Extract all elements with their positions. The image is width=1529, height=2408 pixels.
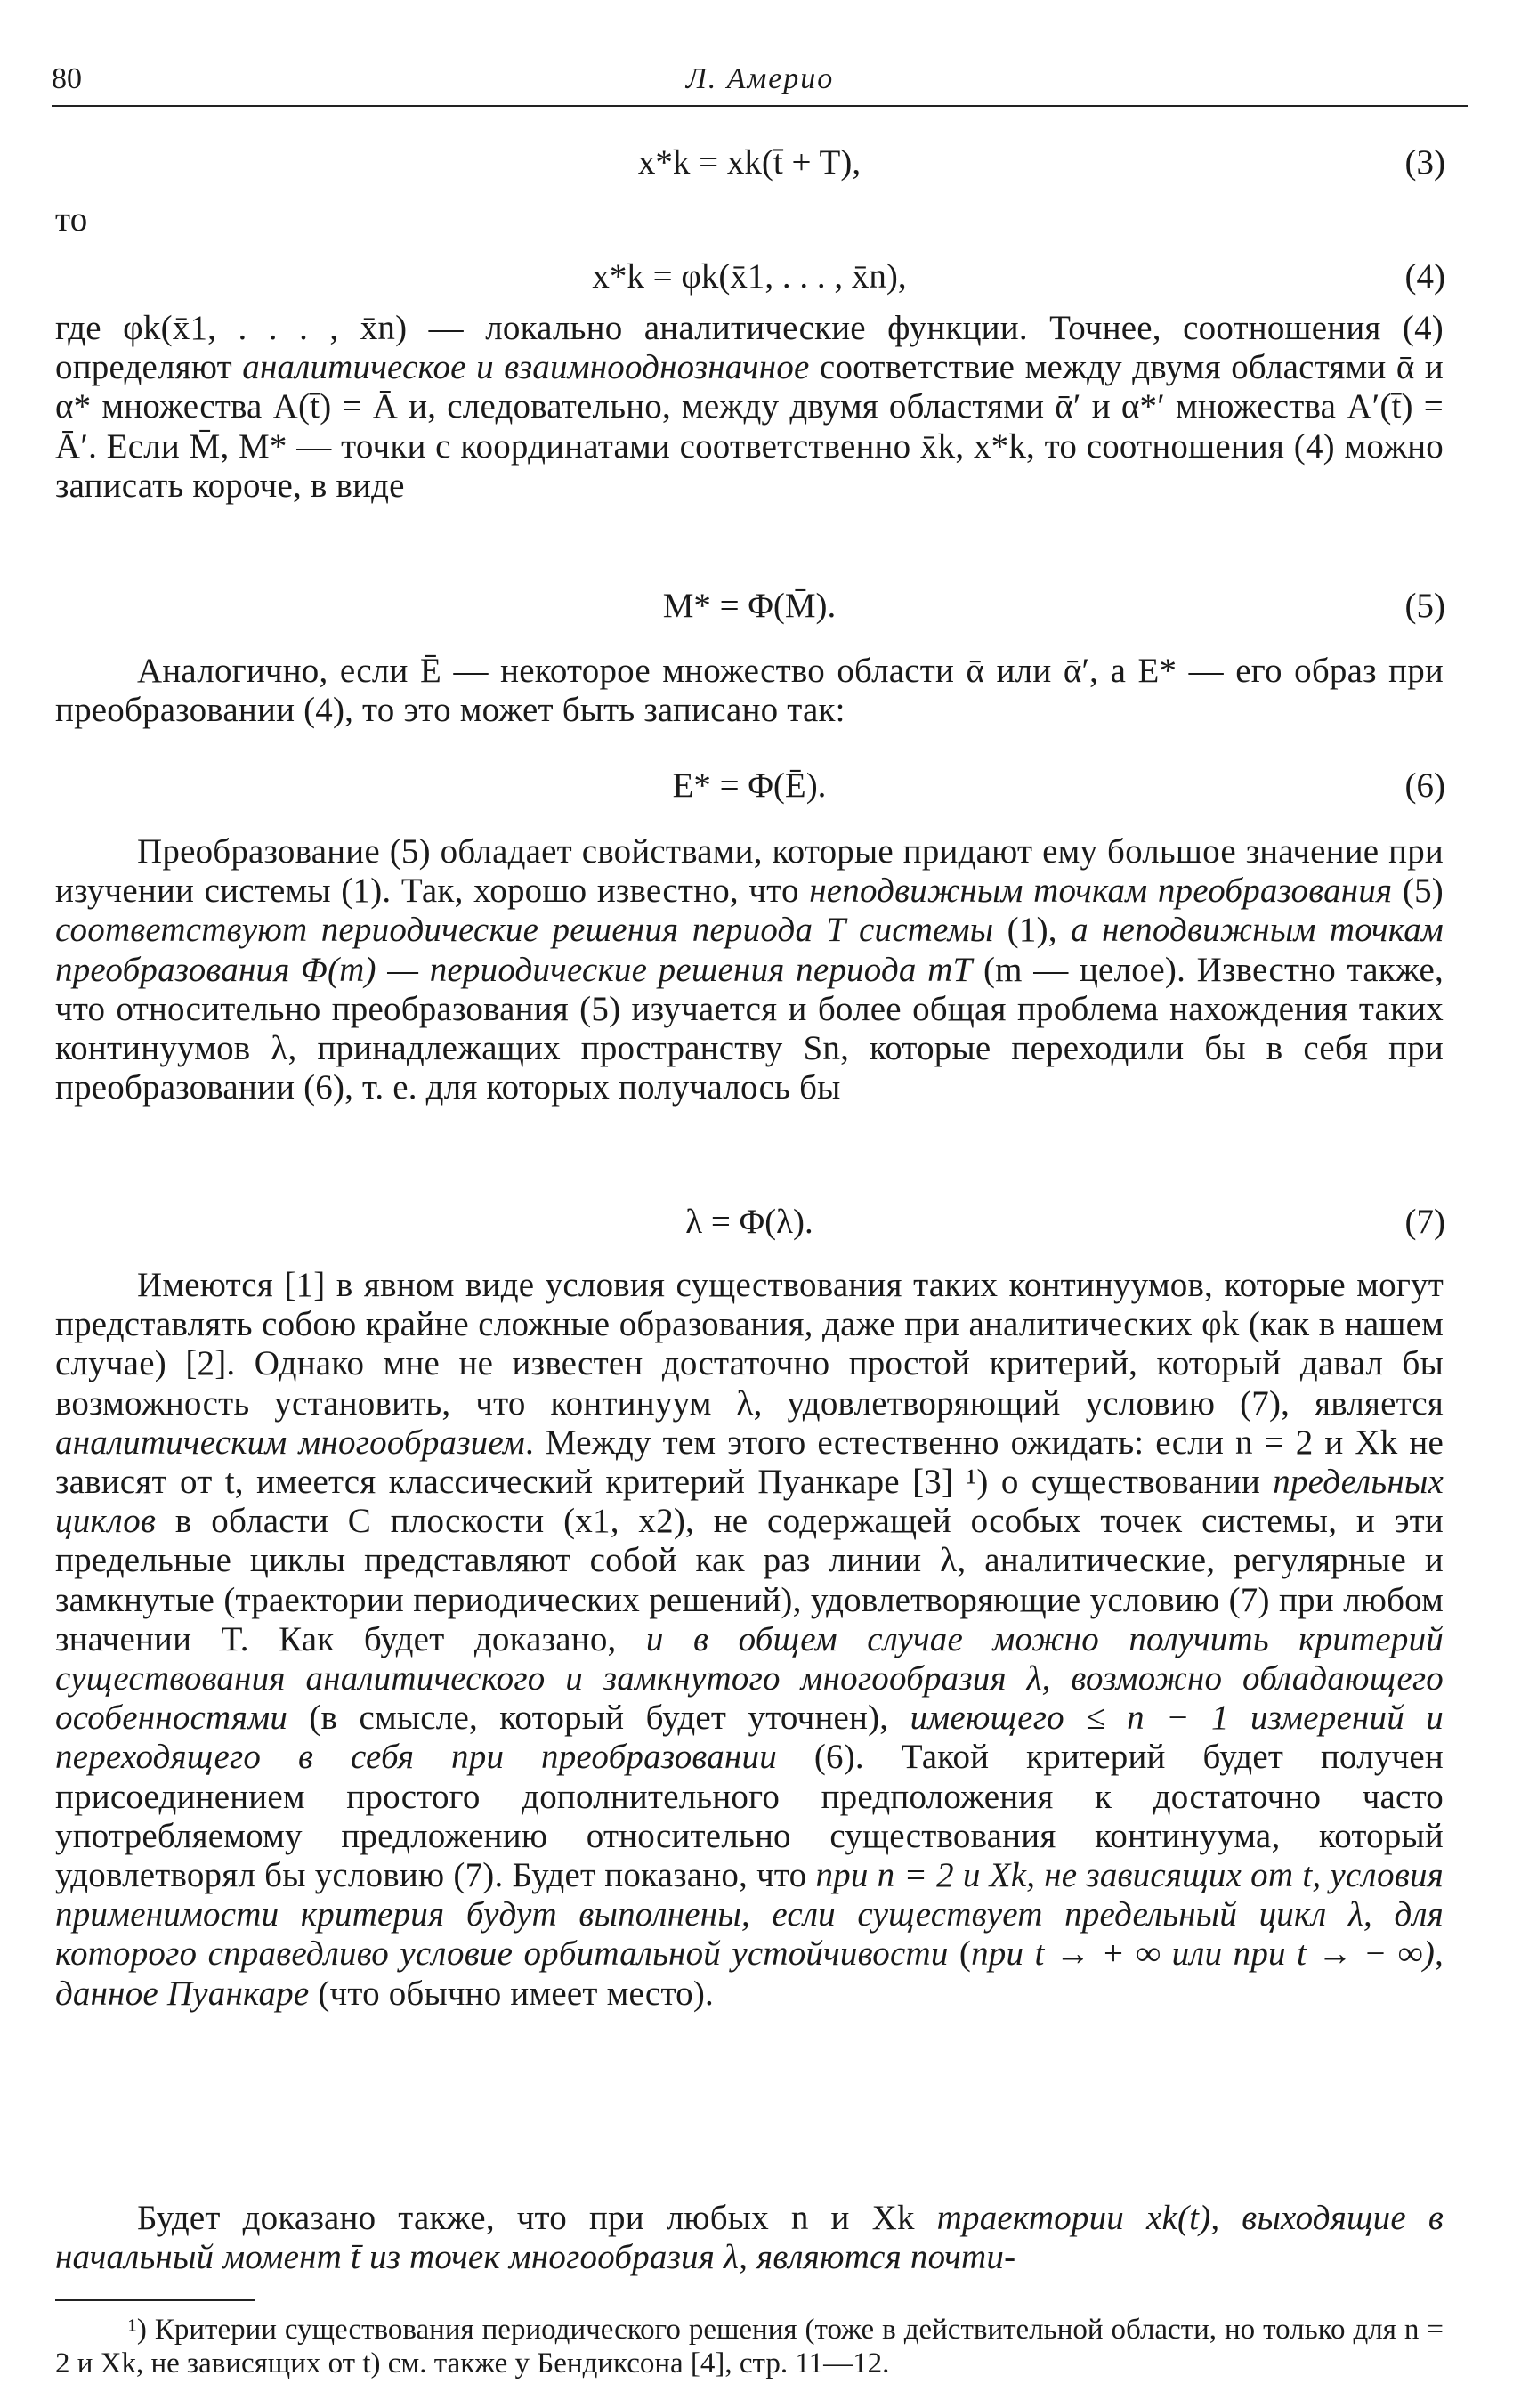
paragraph-5 (55, 2199, 1444, 2277)
equation-5-number: (5) (1404, 587, 1445, 625)
paragraph-3-part-e: (1), (993, 911, 1072, 950)
paragraph-4-part-g: (в смысле, который будет уточнен), (287, 1699, 910, 1738)
paragraph-1-emphasis: аналитическое и взаимнооднозначное (242, 348, 810, 387)
word-to (55, 200, 1444, 239)
header-rule (52, 105, 1468, 107)
equation-5 (55, 586, 1444, 630)
paragraph-4-part-c: . Между тем этого естественно ожидать: если n = 2 и Xk не зависят от t, имеется классический критерий Пуанкаре [3] ¹) о существовании (55, 1423, 1444, 1502)
equation-7-number: (7) (1404, 1203, 1445, 1241)
paragraph-4-emphasis-5: при n = 2 и Xk, не зависящих от t, условия применимости критерия будут выполнены, если существует предельный цикл λ, для которого справедливо условие орбитальной устойчивости (55, 1856, 1444, 1974)
paragraph-3-emphasis-1: неподвижным точкам преобразования (809, 872, 1393, 911)
paragraph-4-emphasis-1: аналитическим многообразием (55, 1423, 526, 1462)
paragraph-3 (55, 832, 1444, 1107)
paragraph-4-emphasis-3: и в общем случае можно получить критерий существования аналитического и замкнутого многообразия λ, возможно обладающего особенностями (55, 1619, 1444, 1738)
paragraph-4-emphasis-4: имеющего ≤ n − 1 измерений и переходящего в себя при преобразовании (55, 1699, 1444, 1777)
paragraph-1-part-a: где φk(x̄1, . . . , x̄n) — локально аналитические функции. Точнее, соотношения (4) определяют (55, 309, 1444, 387)
paragraph-3-part-a: Преобразование (5) обладает свойствами, которые придают ему большое значение при изучении системы (1). Так, хорошо известно, что (55, 832, 1444, 911)
paragraph-3-emphasis-2: соответствуют периодические решения периода T системы (55, 911, 994, 950)
paragraph-4-emphasis-2: предельных циклов (55, 1463, 1444, 1541)
equation-4 (55, 256, 1444, 301)
equation-6-number: (6) (1404, 766, 1445, 805)
word-to-text: то (55, 200, 88, 239)
paragraph-4-part-i: (6). Такой критерий будет получен присоединением простого дополнительного предположения к достаточно часто употребляемому предложению относительно существования континуума, который удовлетворял бы условию (7). Будет показано, что (55, 1738, 1444, 1895)
paragraph-3-emphasis-3: а неподвижным точкам преобразования Φ(m) — периодические решения периода mT (55, 911, 1444, 989)
equation-6-formula: E* = Φ(Ē). (672, 766, 827, 805)
equation-3-number: (3) (1404, 143, 1445, 182)
running-head: Л. Америо (685, 62, 835, 95)
paragraph-5-part-a: Будет доказано также, что при любых n и Xk (137, 2199, 937, 2237)
paragraph-5-emphasis: траектории xk(t), выходящие в начальный момент t̄ из точек многообразия λ, являются почти- (55, 2199, 1444, 2277)
equation-3 (55, 142, 1444, 187)
paragraph-2-text: Аналогично, если Ē — некоторое множество области ᾱ или ᾱ′, а E* — его образ при преобразовании (4), то это может быть записано так: (55, 652, 1444, 730)
equation-4-number: (4) (1404, 257, 1445, 296)
page-header (52, 62, 1468, 103)
paragraph-4-part-k: ( (948, 1934, 972, 1974)
paragraph-2 (55, 652, 1444, 730)
equation-6 (55, 766, 1444, 810)
paragraph-3-part-c: (5) (1392, 872, 1444, 911)
paragraph-4-emphasis-6: при t → + ∞ или при t → − ∞), данное Пуанкаре (55, 1934, 1444, 2013)
footnote-text: ¹) Критерии существования периодического решения (тоже в действительной области, но только для n = 2 и Xk, не зависящих от t) см. также у Бендиксона [4], стр. 11—12. (55, 2314, 1444, 2380)
paragraph-4 (55, 1266, 1444, 2014)
paragraph-3-part-g: (m — целое). Известно также, что относительно преобразования (5) изучается и более общая проблема нахождения таких континуумов λ, принадлежащих пространству Sn, которые переходили бы в себя при преобразовании (6), т. е. для которых получалось бы (55, 950, 1444, 1107)
footnote-rule (55, 2299, 255, 2301)
equation-4-formula: x*k = φk(x̄1, . . . , x̄n), (592, 257, 907, 296)
paragraph-1-part-c: соответствие между двумя областями ᾱ и α* множества A(t̄) = Ā и, следовательно, между двумя областями ᾱ′ и α*′ множества A′(t̄) = Ā′. Если M̄, M* — точки с координатами соответственно x̄k, x*k, то соотношения (4) можно записать короче, в виде (55, 348, 1444, 505)
equation-7-formula: λ = Φ(λ). (685, 1203, 813, 1241)
paragraph-4-part-m: (что обычно имеет место). (309, 1974, 715, 2013)
paragraph-4-part-a: Имеются [1] в явном виде условия существования таких континуумов, которые могут представлять собою крайне сложные образования, даже при аналитических φk (как в нашем случае) [2]. Однако мне не известен достаточно простой критерий, который давал бы возможность установить, что континуум λ, удовлетворяющий условию (7), является (55, 1266, 1444, 1423)
equation-7 (55, 1202, 1444, 1246)
page-number: 80 (52, 62, 82, 95)
footnote (55, 2313, 1444, 2380)
paragraph-1 (55, 309, 1444, 506)
equation-3-formula: x*k = xk(t̄ + T), (637, 143, 862, 182)
paragraph-4-part-e: в области C плоскости (x1, x2), не содержащей особых точек системы, и эти предельные циклы представляют собой как раз линии λ, аналитические, регулярные и замкнутые (траектории периодических решений), удовлетворяющие условию (7) при любом значении T. Как будет доказано, (55, 1502, 1444, 1658)
equation-5-formula: M* = Φ(M̄). (662, 587, 837, 625)
